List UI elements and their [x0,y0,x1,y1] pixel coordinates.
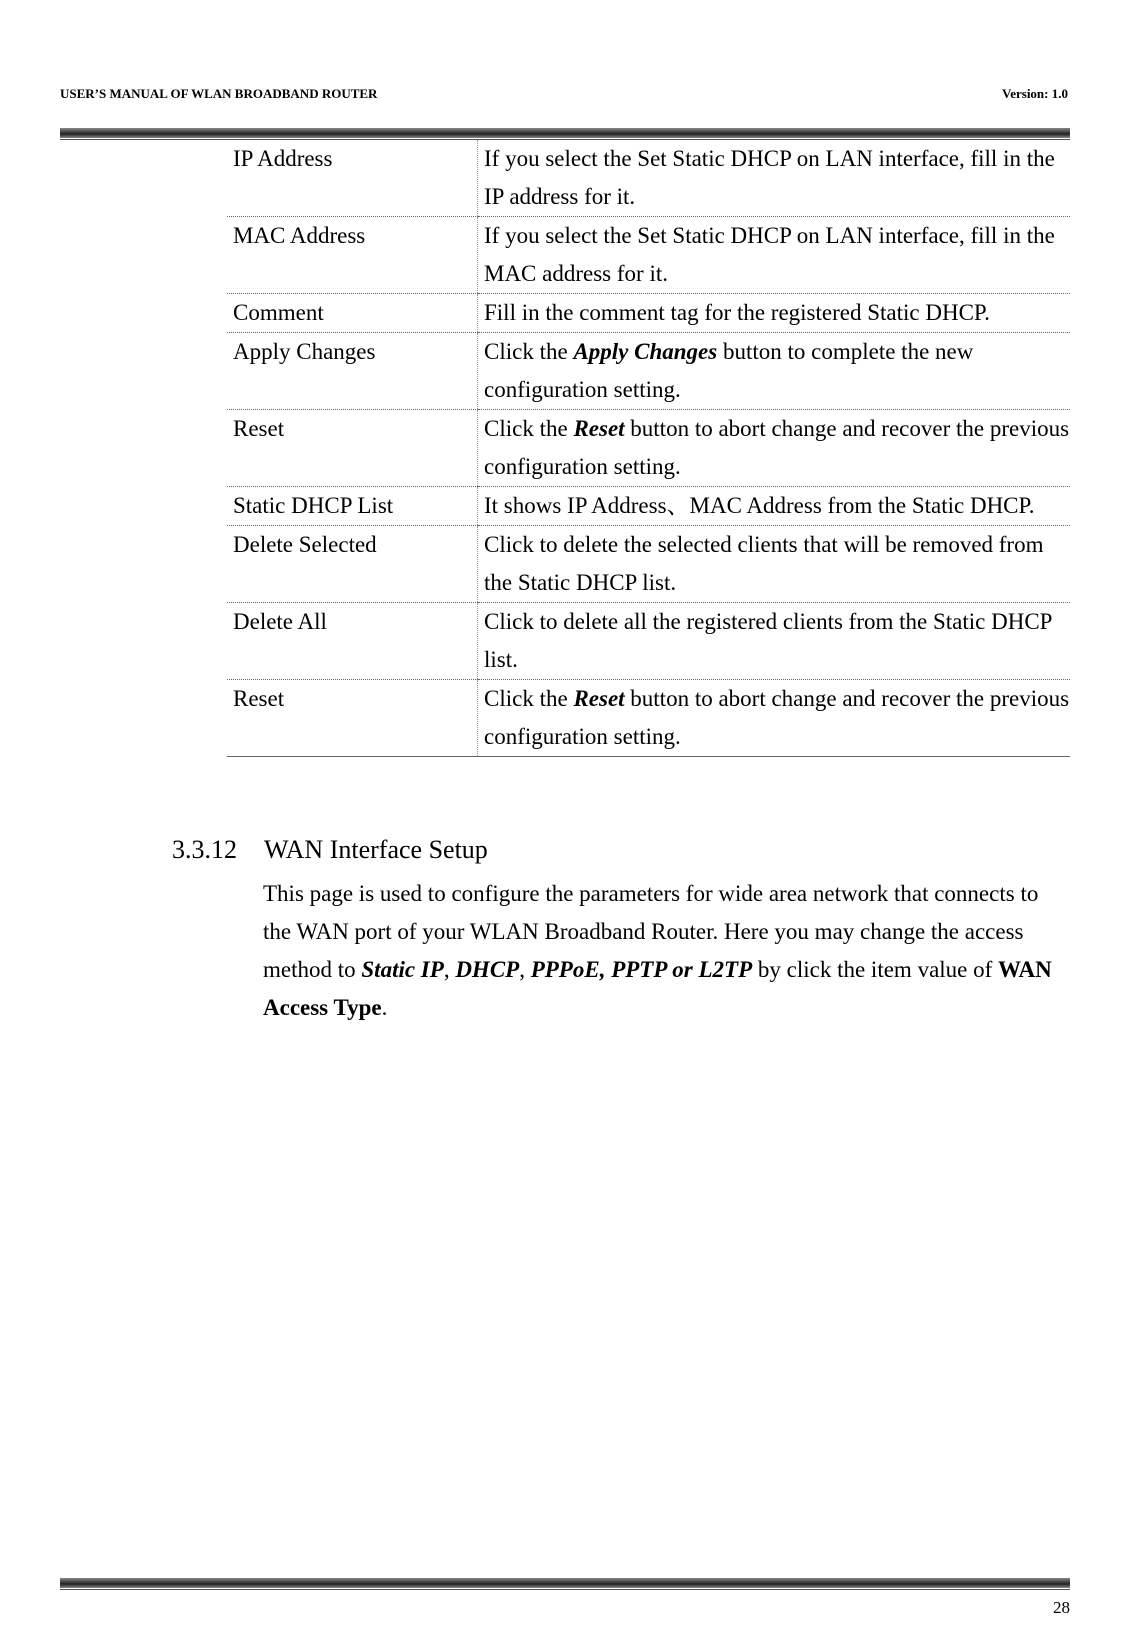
section-paragraph [263,875,1063,1027]
emphasis-text: DHCP [455,957,520,982]
version-label: Version: 1.0 [1002,86,1068,101]
description-cell: Click to delete all the registered clients from the Static DHCP list. [478,603,1071,680]
section-number: 3.3.12 [172,835,237,864]
footer-rule-thin [60,1589,1070,1590]
table-row [227,217,1070,294]
term-cell: Delete Selected [227,526,478,603]
description-cell [478,680,1071,757]
strong-text: WAN Access Type [263,957,1052,1020]
term-cell: Static DHCP List [227,487,478,526]
term-cell: MAC Address [227,217,478,294]
settings-description-table [227,140,1070,757]
emphasis-text: Reset [573,416,625,441]
emphasis-text: Static IP [361,957,444,982]
description-text: button to complete the new configuration setting. [484,339,974,402]
paragraph-text: This page is used to configure the parameters for wide area network that connects to the WAN port of your WLAN Broadband Router. Here you may change the access method to [263,881,1039,982]
description-cell: It shows IP Address、MAC Address from the Static DHCP. [478,487,1071,526]
footer-rule [60,1578,1070,1588]
term-cell: IP Address [227,140,478,217]
description-text: Click the [484,686,574,711]
term-cell: Apply Changes [227,333,478,410]
term-cell: Reset [227,410,478,487]
paragraph-text: , [443,957,456,982]
table-row [227,603,1070,680]
table-row [227,680,1070,757]
page-number: 28 [1053,1598,1070,1617]
table-row [227,410,1070,487]
description-cell: Fill in the comment tag for the registered Static DHCP. [478,294,1071,333]
manual-title: USER’S MANUAL OF WLAN BROADBAND ROUTER [60,86,378,101]
description-cell [478,410,1071,487]
table-row [227,333,1070,410]
table-row [227,487,1070,526]
description-text: Click the [484,416,574,441]
emphasis-text: Apply Changes [573,339,718,364]
table-row [227,140,1070,217]
term-cell: Reset [227,680,478,757]
table-row [227,526,1070,603]
description-text: button to abort change and recover the previous configuration setting. [484,686,1070,749]
paragraph-text: , [519,957,531,982]
section-heading [172,835,1072,865]
term-cell: Delete All [227,603,478,680]
emphasis-text: Reset [573,686,625,711]
description-cell: If you select the Set Static DHCP on LAN interface, fill in the MAC address for it. [478,217,1071,294]
table-row [227,294,1070,333]
page-header [60,86,1068,106]
term-cell: Comment [227,294,478,333]
section-title: WAN Interface Setup [264,835,488,864]
header-rule [60,128,1070,138]
description-cell: If you select the Set Static DHCP on LAN interface, fill in the IP address for it. [478,140,1071,217]
paragraph-text: by click the item value of [752,957,999,982]
description-text: Click the [484,339,574,364]
paragraph-text: . [381,995,388,1020]
description-cell [478,333,1071,410]
description-text: button to abort change and recover the previous configuration setting. [484,416,1070,479]
description-cell: Click to delete the selected clients that will be removed from the Static DHCP list. [478,526,1071,603]
emphasis-text: PPPoE, PPTP or L2TP [530,957,753,982]
